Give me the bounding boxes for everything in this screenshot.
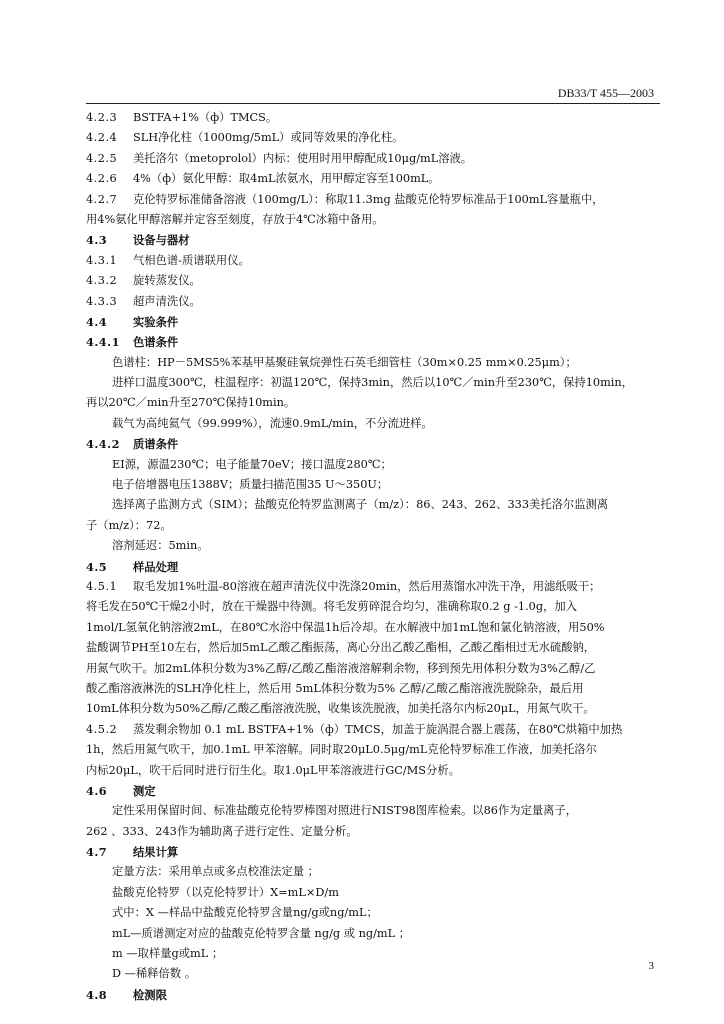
line-text: 旋转蒸发仪。 (133, 274, 201, 288)
line-text: 实验条件 (133, 314, 179, 329)
text-line (86, 801, 660, 821)
text-line (86, 842, 660, 862)
text-line (86, 679, 660, 699)
section-number: 4.3.2 (86, 274, 118, 288)
text-line (86, 495, 660, 515)
text-line (86, 862, 660, 882)
section-number: 4.5.1 (86, 579, 118, 593)
line-text: 克伦特罗标准储备溶液（100mg/L）：称取11.3mg 盐酸克伦特罗标准品于100mL容量瓶中， (133, 192, 604, 206)
line-text: 用4%氨化甲醇溶解并定容至刻度，存放于4℃冰箱中备用。 (86, 212, 384, 226)
line-text: D —稀释倍数 。 (112, 967, 197, 981)
text-line (86, 292, 660, 312)
text-line (86, 251, 660, 271)
text-line (86, 271, 660, 291)
line-text: 1mol/L氢氧化钠溶液2mL，在80℃水浴中保温1h后冷却。在水解液中加1mL饱和氯化钠溶液，用50% (86, 620, 605, 634)
section-number: 4.4.2 (86, 437, 120, 452)
line-text: 定量方法：采用单点或多点校准法定量 ； (112, 865, 319, 879)
text-line (86, 781, 660, 801)
line-text: SLH净化柱（1000mg/5mL）或同等效果的净化柱。 (133, 131, 404, 145)
text-line (86, 373, 660, 393)
line-text: 酸乙酯溶液淋洗的SLH净化柱上，然后用 5mL体积分数为5% 乙醇/乙酸乙酯溶液洗脱除杂，最后用 (86, 681, 584, 695)
line-text: 结果计算 (133, 845, 179, 860)
text-line (86, 393, 660, 413)
line-text: 将毛发在50℃干燥2小时，放在干燥器中待测。将毛发剪碎混合均匀，准确称取0.2 g -1.0g，加入 (86, 600, 577, 614)
line-text: 盐酸调节PH至10左右，然后加5mL乙酸乙酯振荡，离心分出乙酸乙酯相，乙酸乙酯相过无水硫酸钠， (86, 641, 596, 655)
text-line (86, 312, 660, 332)
section-number: 4.2.3 (86, 111, 118, 124)
line-text: 4%（ф）氨化甲醇：取4mL浓氨水，用甲醇定容至100mL。 (133, 172, 440, 186)
line-text: 样品处理 (133, 559, 179, 574)
text-line (86, 761, 660, 781)
section-number: 4.6 (86, 783, 108, 798)
line-text: BSTFA+1%（ф）TMCS。 (133, 111, 278, 124)
line-text: 内标20μL，吹干后同时进行衍生化。取1.0μL甲苯溶液进行GC/MS分析。 (86, 763, 460, 777)
header-rule (86, 103, 660, 104)
text-line (86, 618, 660, 638)
text-line (86, 536, 660, 556)
section-number: 4.4 (86, 314, 108, 329)
section-number: 4.2.5 (86, 151, 118, 165)
line-text: 蒸发剩余物加 0.1 mL BSTFA+1%（ф）TMCS，加盖于旋涡混合器上震荡，在80℃烘箱中加热 (133, 722, 623, 736)
line-text: 式中：X —样品中盐酸克伦特罗含量ng/g或ng/mL； (112, 906, 378, 920)
line-text: 进样口温度300℃，柱温程序：初温120℃，保持3min，然后以10℃／min升至230℃，保持10min， (112, 376, 633, 390)
line-text: 10mL体积分数为50%乙醇/乙酸乙酯溶液洗脱，收集该洗脱液，加美托洛尔内标20μL，用氮气吹干。 (86, 702, 595, 716)
section-number: 4.8 (86, 987, 108, 1002)
text-line (86, 434, 660, 454)
document-code: DB33/T 455—2003 (557, 86, 654, 100)
text-line (86, 597, 660, 617)
document-body (86, 108, 660, 1005)
line-text: 定性采用保留时间、标准盐酸克伦特罗棒图对照进行NIST98图库检索。以86作为定量离子， (112, 804, 578, 818)
line-text: 选择离子监测方式（SIM）；盐酸克伦特罗监测离子（m/z）：86、243、262、333美托洛尔监测离 (112, 498, 609, 512)
section-number: 4.4.1 (86, 335, 120, 350)
text-line (86, 353, 660, 373)
text-line (86, 883, 660, 903)
line-text: 用氮气吹干。加2mL体积分数为3%乙醇/乙酸乙酯溶液溶解剩余物，移到预先用体积分数为3%乙醇/乙 (86, 661, 596, 675)
text-line (86, 149, 660, 169)
text-line (86, 577, 660, 597)
section-number: 4.2.4 (86, 131, 118, 145)
section-number: 4.3 (86, 233, 108, 248)
text-line (86, 699, 660, 719)
line-text: EI源，源温230℃；电子能量70eV；接口温度280℃； (112, 457, 392, 471)
text-line (86, 230, 660, 250)
line-text: 载气为高纯氦气（99.999%），流速0.9mL/min，不分流进样。 (112, 416, 433, 430)
line-text: 子（m/z）：72。 (86, 518, 172, 532)
text-line (86, 944, 660, 964)
line-text: 取毛发加1%吐温-80溶液在超声清洗仪中洗涤20min，然后用蒸馏水冲洗干净，用滤纸吸干； (133, 579, 601, 593)
text-line (86, 516, 660, 536)
text-line (86, 822, 660, 842)
section-number: 4.2.6 (86, 172, 118, 186)
section-number: 4.5.2 (86, 722, 118, 736)
line-text: 气相色谱-质谱联用仪。 (133, 253, 250, 267)
text-line (86, 332, 660, 352)
text-line (86, 169, 660, 189)
text-line (86, 455, 660, 475)
line-text: 美托洛尔（metoprolol）内标：使用时用甲醇配成10μg/mL溶液。 (133, 151, 473, 165)
text-line (86, 108, 660, 128)
line-text: 溶剂延迟：5min。 (112, 539, 209, 553)
line-text: 设备与器材 (133, 233, 190, 248)
text-line (86, 557, 660, 577)
text-line (86, 903, 660, 923)
text-line (86, 985, 660, 1005)
text-line (86, 964, 660, 984)
line-text: 262 、333、243作为辅助离子进行定性、定量分析。 (86, 824, 358, 838)
text-line (86, 128, 660, 148)
line-text: 电子倍增器电压1388V；质量扫描范围35 U～350U； (112, 478, 389, 492)
text-line (86, 190, 660, 210)
line-text: 检测限 (133, 987, 167, 1002)
line-text: 超声清洗仪。 (133, 294, 201, 308)
line-text: mL—质谱测定对应的盐酸克伦特罗含量 ng/g 或 ng/mL ； (112, 926, 410, 940)
text-line (86, 924, 660, 944)
line-text: 质谱条件 (133, 437, 179, 452)
line-text: 盐酸克伦特罗（以克伦特罗计）X=mL×D/m (112, 885, 339, 899)
line-text: 再以20℃／min升至270℃保持10min。 (86, 396, 296, 410)
text-line (86, 740, 660, 760)
text-line (86, 475, 660, 495)
section-number: 4.7 (86, 845, 108, 860)
text-line (86, 659, 660, 679)
section-number: 4.5 (86, 559, 108, 574)
text-line (86, 210, 660, 230)
text-line (86, 638, 660, 658)
line-text: 色谱条件 (133, 335, 179, 350)
text-line (86, 414, 660, 434)
line-text: 测定 (133, 783, 156, 798)
section-number: 4.2.7 (86, 192, 118, 206)
line-text: m —取样量g或mL ； (112, 947, 224, 961)
line-text: 1h，然后用氮气吹干，加0.1mL 甲苯溶解。同时取20μL0.5μg/mL克伦特罗标准工作液，加美托洛尔 (86, 743, 597, 757)
text-line (86, 720, 660, 740)
line-text: 色谱柱：HP－5MS5%苯基甲基聚硅氧烷弹性石英毛细管柱（30m×0.25 mm×0.25μm）； (112, 355, 577, 369)
section-number: 4.3.3 (86, 294, 118, 308)
page-number: 3 (648, 960, 654, 972)
section-number: 4.3.1 (86, 253, 118, 267)
